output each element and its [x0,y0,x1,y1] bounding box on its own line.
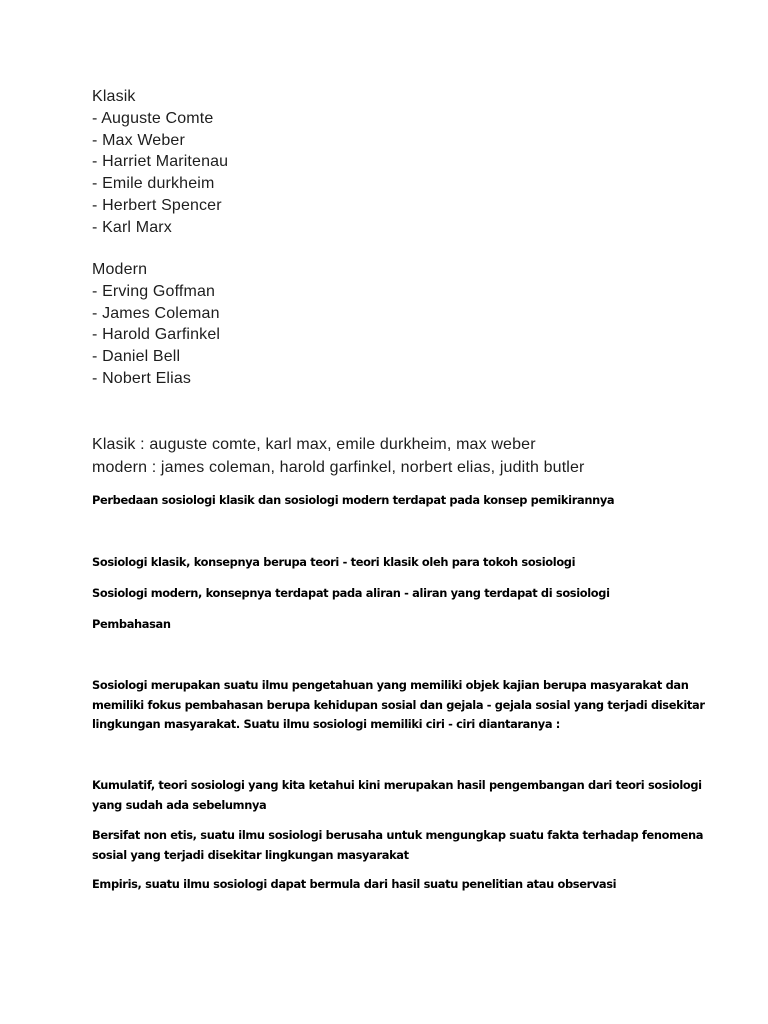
list-item: - Auguste Comte [92,109,214,127]
summary-klasik-line: Klasik : auguste comte, karl max, emile durkheim, max weber [92,436,536,453]
modern-list [92,259,220,390]
list-item: - Emile durkheim [92,175,215,193]
list-item: - Harriet Maritenau [92,153,229,171]
list-item: - Daniel Bell [92,348,181,366]
kumulatif-paragraph: Kumulatif, teori sosiologi yang kita ketahui kini merupakan hasil pengembangan dari teori sosiologi yang sudah ada sebelumnya [92,778,702,812]
definisi-paragraph: Sosiologi merupakan suatu ilmu pengetahuan yang memiliki objek kajian berupa masyarakat dan memiliki fokus pembahasan berupa kehidupan sosial dan gejala - gejala sosial yang terjadi disekitar lingkungan masyarakat. Suatu ilmu sosiologi memiliki ciri - ciri diantaranya : [92,678,705,731]
summary-block [92,434,585,479]
list-item: - Max Weber [92,131,185,149]
non-etis-paragraph: Bersifat non etis, suatu ilmu sosiologi berusaha untuk mengungkap suatu fakta terhadap fenomena sosial yang terjadi disekitar lingkungan masyarakat [92,828,704,862]
pembahasan-heading: Pembahasan [92,617,171,631]
perbedaan-paragraph: Perbedaan sosiologi klasik dan sosiologi modern terdapat pada konsep pemikirannya [92,493,615,507]
empiris-paragraph: Empiris, suatu ilmu sosiologi dapat bermula dari hasil suatu penelitian atau observasi [92,877,617,891]
sosiologi-modern-paragraph: Sosiologi modern, konsepnya terdapat pada aliran - aliran yang terdapat di sosiologi [92,586,610,600]
list-item: - Erving Goffman [92,282,216,300]
list-item: - Nobert Elias [92,369,192,387]
sosiologi-klasik-paragraph: Sosiologi klasik, konsepnya berupa teori - teori klasik oleh para tokoh sosiologi [92,555,576,569]
summary-modern-line: modern : james coleman, harold garfinkel, norbert elias, judith butler [92,458,585,476]
list-item: - Harold Garfinkel [92,326,221,344]
list-item: - James Coleman [92,304,220,322]
klasik-heading: Klasik [92,88,136,105]
modern-heading: Modern [92,261,148,278]
list-item: - Herbert Spencer [92,196,222,214]
list-item: - Karl Marx [92,218,172,236]
klasik-list [92,86,228,239]
